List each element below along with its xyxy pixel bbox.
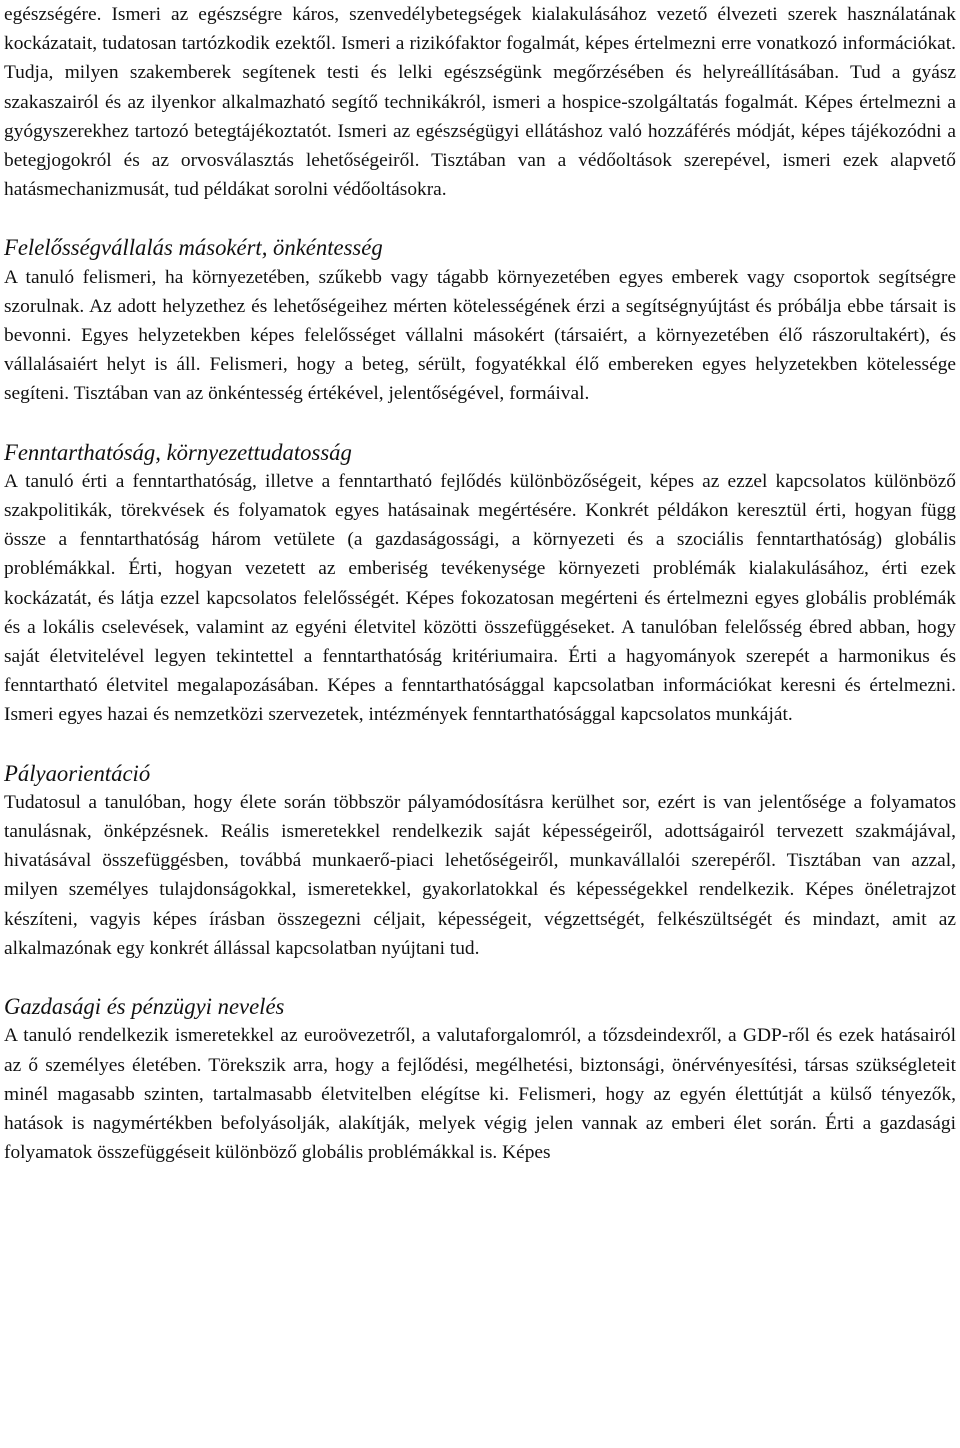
section-sustainability [4, 438, 956, 730]
section-body: Tudatosul a tanulóban, hogy élete során többször pályamódosításra kerülhet sor, ezért is van jelentősége a folyamatos tanulásnak, önképzésnek. Reális ismeretekkel rendelkezik saját képességeiről, adottságairól tervezett szakmájával, hivatásával összefüggésben, továbbá munkaerő-piaci lehetőségeiről, munkavállalói szerepéről. Tisztában van azzal, milyen személyes tulajdonságokkal, ismeretekkel, gyakorlatokkal és képességekkel rendelkezik. Képes önéletrajzot készíteni, vagyis képes írásban összegezni céljait, képességeit, végzettségét, felkészültségét és mindazt, amit az alkalmazónak egy konkrét állással kapcsolatban nyújtani tud. [4, 791, 956, 959]
intro-paragraph: egészségére. Ismeri az egészségre káros, szenvedélybetegségek kialakulásához vezető élvezeti szerek használatának kockázatait, tudatosan tartózkodik ezektől. Ismeri a rizikófaktor fogalmát, képes értelmezni erre vonatkozó információkat. Tudja, milyen szakemberek segítenek testi és lelki egészségünk megőrzésében és helyreállításában. Tud a gyász szakaszairól és az ilyenkor alkalmazható segítő technikákról, ismeri a hospice-szolgáltatás fogalmát. Képes értelmezni a gyógyszerekhez tartozó betegtájékoztatót. Ismeri az egészségügyi ellátáshoz való hozzáférés módját, képes tájékozódni a betegjogokról és az orvosválasztás lehetőségeiről. Tisztában van a védőoltások szerepével, ismeri ezek alapvető hatásmechanizmusát, tud példákat sorolni védőoltásokra. [4, 4, 956, 201]
document-page [4, 0, 956, 1167]
section-economic-financial-education [4, 992, 956, 1167]
section-responsibility-volunteering [4, 233, 956, 408]
section-body: A tanuló felismeri, ha környezetében, szűkebb vagy tágabb környezetében egyes emberek vagy csoportok segítségre szorulnak. Az adott helyzethez és lehetőségeihez mérten kötelességének érzi a segítségnyújtást és próbálja ebbe társait is bevonni. Egyes helyzetekben képes felelősséget vállalni másokért (társaiért, a környezetében élő rászorultakért), és vállalásaiért helyt is áll. Felismeri, hogy a beteg, sérült, fogyatékkal élő embereken egyes helyzetekben kötelessége segíteni. Tisztában van az önkéntesség értékével, jelentőségével, formáival. [4, 266, 956, 405]
section-heading: Gazdasági és pénzügyi nevelés [4, 994, 285, 1020]
section-body: A tanuló érti a fenntarthatóság, illetve a fenntartható fejlődés különbözőségeit, képes az ezzel kapcsolatos különböző szakpolitikák, törekvések és folyamatok egyes hatásainak megértésére. Konkrét példákon keresztül érti, hogyan függ össze a fenntarthatóság három vetülete (a gazdaságossági, a környezeti és a szociális fenntarthatóság) globális problémákkal. Érti, hogyan vezetett az emberiség tevékenysége környezeti problémák kialakulásához, érti ezek kockázatát, és látja ezzel kapcsolatos felelősségét. Képes fokozatosan megérteni és értelmezni egyes globális problémák és a lokális cselevések, valamint az egyéni életvitel közötti összefüggéseket. A tanulóban felelősség ébred abban, hogy saját életvitelével legyen tekintettel a fenntarthatóság kritériumaira. Érti a hagyományok szerepét a harmonikus és fenntartható életvitel megalapozásában. Képes a fenntarthatósággal kapcsolatban információkat keresni és értelmezni. Ismeri egyes hazai és nemzetközi szervezetek, intézmények fenntarthatósággal kapcsolatos munkáját. [4, 470, 956, 726]
section-body: A tanuló rendelkezik ismeretekkel az euroövezetről, a valutaforgalomról, a tőzsdeindexről, a GDP-ről és ezek hatásairól az ő személyes életében. Törekszik arra, hogy a fejlődési, megélhetési, biztonsági, önérvényesítési, társas szükségleteit minél magasabb szinten, tartalmasabb életvitelben elégítse ki. Felismeri, hogy az egyén élettútját a külső tényezők, hatások is nagymértékben befolyásolják, alakítják, melyek végig jelen vannak az emberi élet során. Érti a gazdasági folyamatok összefüggéseit különböző globális problémákkal is. Képes [4, 1025, 956, 1164]
section-career-orientation [4, 759, 956, 963]
section-heading: Felelősségvállalás másokért, önkéntesség [4, 235, 383, 261]
section-heading: Fenntarthatóság, környezettudatosság [4, 439, 352, 465]
section-heading: Pályaorientáció [4, 760, 151, 786]
